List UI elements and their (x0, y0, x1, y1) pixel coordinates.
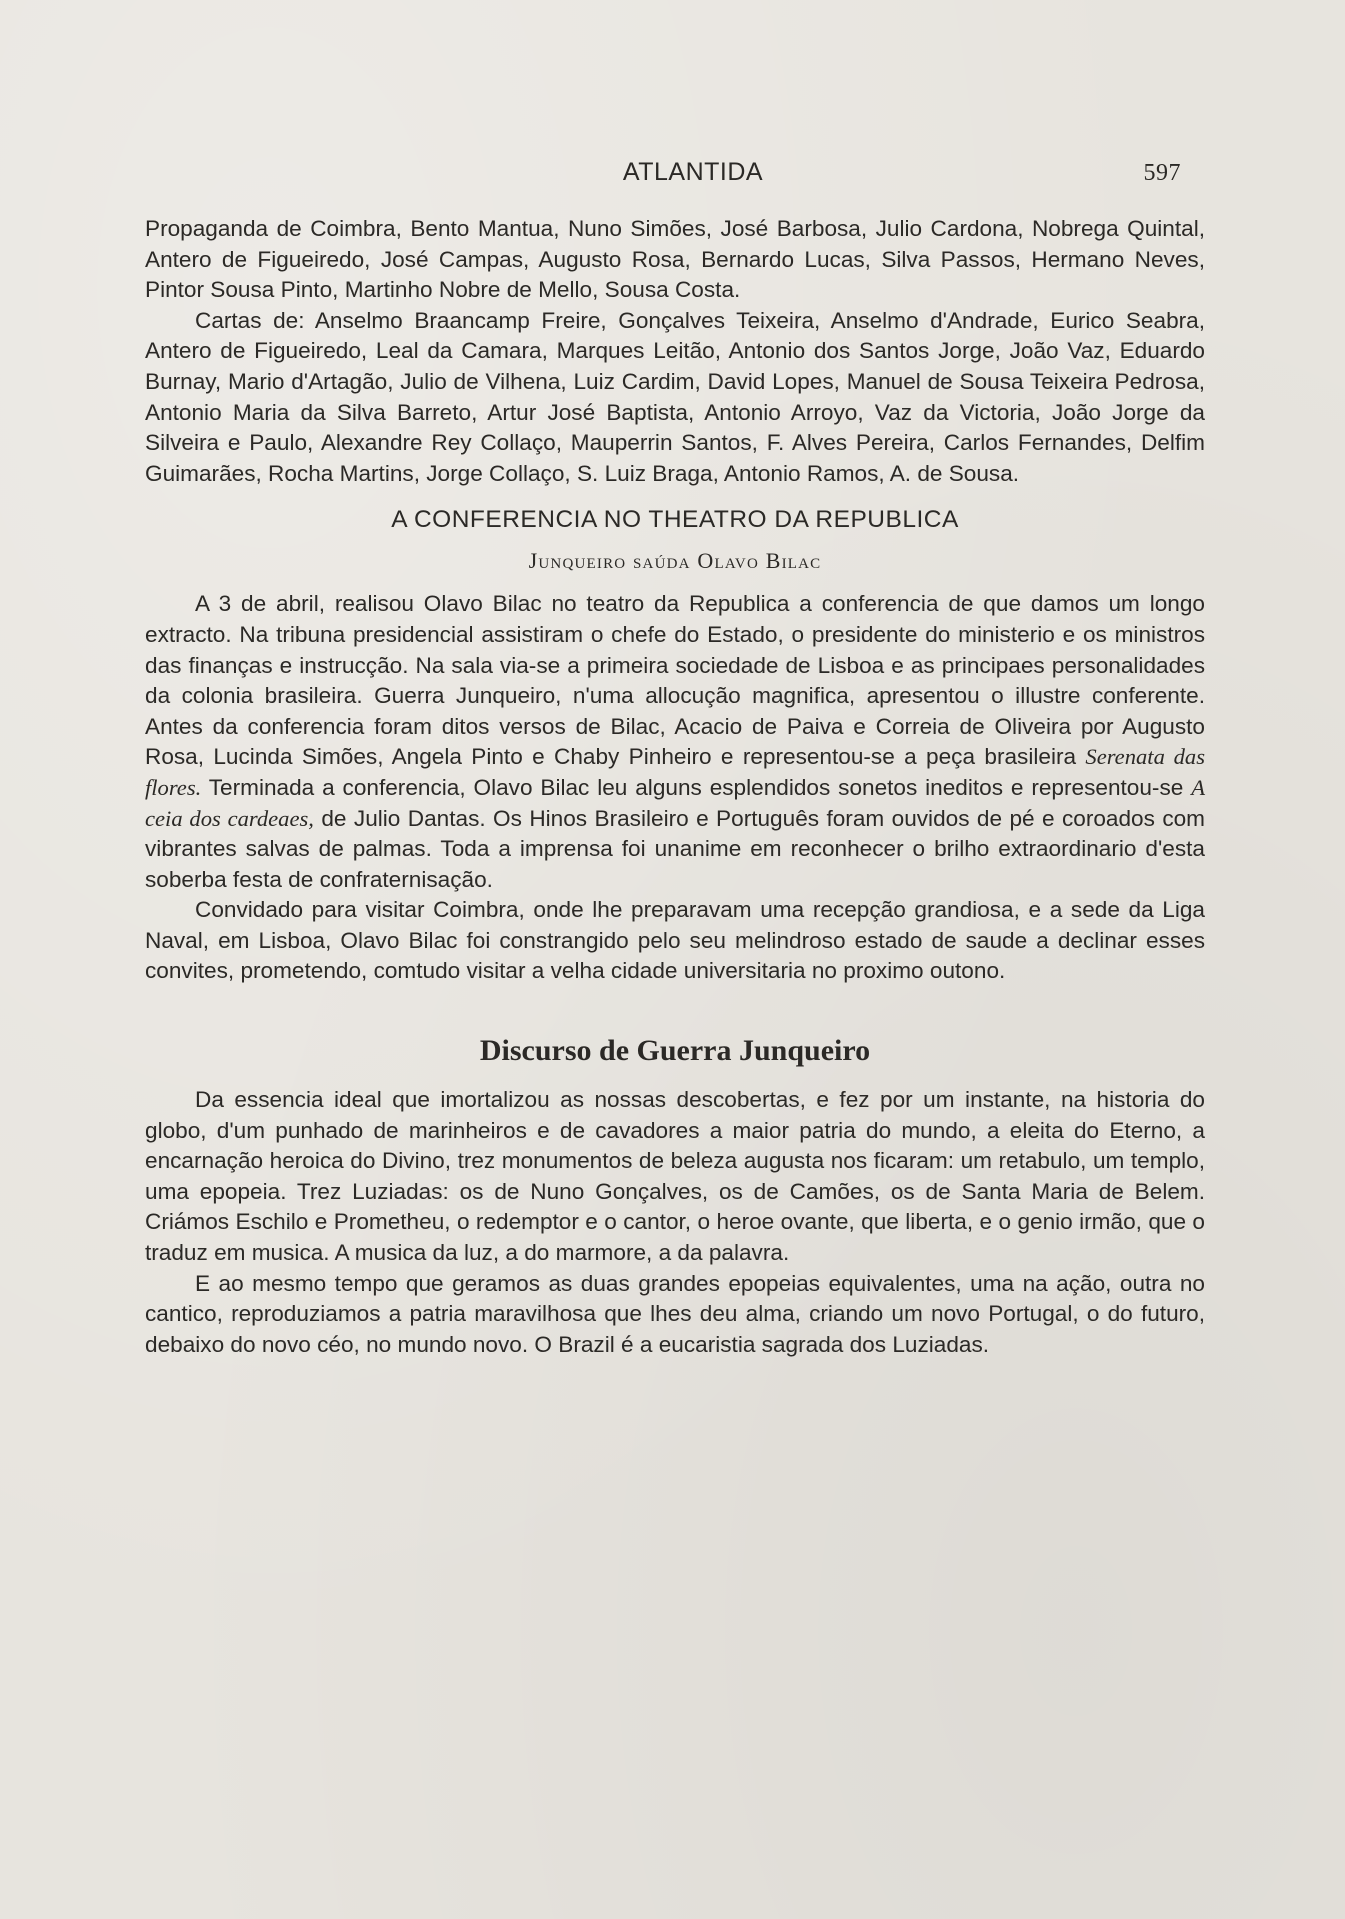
conference-subheading: Junqueiro saúda Olavo Bilac (528, 548, 822, 574)
conference-text-part-2: Terminada a conferencia, Olavo Bilac leu alguns esplendidos sonetos ineditos e representou-se (201, 774, 1192, 800)
running-title: ATLANTIDA (622, 158, 764, 186)
speech-heading: Discurso de Guerra Junqueiro (479, 1034, 871, 1068)
letters-paragraph: Cartas de: Anselmo Braancamp Freire, Gonçalves Teixeira, Anselmo d'Andrade, Eurico Seabra, Antero de Figueiredo, Leal da Camara, Marques Leitão, Antonio dos Santos Jorge, João Vaz, Eduardo Burnay, Mario d'Artagão, Julio de Vilhena, Luiz Cardim, David Lopes, Manuel de Sousa Teixeira Pedrosa, Antonio Maria da Silva Barreto, Artur José Baptista, Antonio Arroyo, Vaz da Victoria, João Jorge da Silveira e Paulo, Alexandre Rey Collaço, Mauperrin Santos, F. Alves Pereira, Carlos Fernandes, Delfim Guimarães, Rocha Martins, Jorge Collaço, S. Luiz Braga, Antonio Ramos, A. de Sousa. (145, 307, 1205, 486)
speech-paragraph-1: Da essencia ideal que imortalizou as nossas descobertas, e fez por um instante, na historia do globo, d'um punhado de marinheiros e de cavadores a maior patria do mundo, a eleita do Eterno, a encarnação heroica do Divino, trez monumentos de beleza augusta nos ficaram: um retabulo, um templo, uma epopeia. Trez Luziadas: os de Nuno Gonçalves, os de Camões, os de Santa Maria de Belem. Criámos Eschilo e Prometheu, o redemptor e o cantor, o heroe ovante, que liberta, e o genio irmão, que o traduz em musica. A musica da luz, a do marmore, a da palavra. (145, 1087, 1205, 1266)
conference-text-part-1: A 3 de abril, realisou Olavo Bilac no teatro da Republica a conferencia de que damos um longo extracto. Na tribuna presidencial assistiram o chefe do Estado, o presidente do ministerio e os ministros das finanças e instrucção. Na sala via-se a primeira sociedade de Lisboa e as principaes personalidades da colonia brasileira. Guerra Junqueiro, n'uma allocução magnifica, apresentou o illustre conferente. Antes da conferencia foram ditos versos de Bilac, Acacio de Paiva e Correia de Oliveira por Augusto Rosa, Lucinda Simões, Angela Pinto e Chaby Pinheiro e representou-se a peça brasileira (145, 591, 1205, 770)
page-number: 597 (1143, 160, 1181, 186)
play-title-ceia: A ceia dos cardeaes, (145, 774, 1205, 831)
conference-paragraph (145, 589, 1205, 895)
conference-text-part-3: de Julio Dantas. Os Hinos Brasileiro e Português foram ouvidos de pé e coroados com vibrantes salvas de palmas. Toda a imprensa foi unanime em reconhecer o brilho extraordinario d'esta soberba festa de confraternisação. (145, 805, 1205, 892)
conference-heading: A CONFERENCIA NO THEATRO DA REPUBLICA (391, 506, 959, 534)
play-title-serenata: Serenata das flores. (145, 744, 1205, 800)
running-header (145, 150, 1205, 194)
invitation-paragraph: Convidado para visitar Coimbra, onde lhe preparavam uma recepção grandiosa, e a sede da Liga Naval, em Lisboa, Olavo Bilac foi constrangido pelo seu melindroso estado de saude a declinar esses convites, prometendo, comtudo visitar a velha cidade universitaria no proximo outono. (145, 897, 1205, 984)
speech-paragraph-2: E ao mesmo tempo que geramos as duas grandes epopeias equivalentes, uma na ação, outra no cantico, reproduziamos a patria maravilhosa que lhes deu alma, criando um novo Portugal, o do futuro, debaixo do novo céo, no mundo novo. O Brazil é a eucaristia sagrada dos Luziadas. (145, 1270, 1205, 1357)
acknowledgements-paragraph: Propaganda de Coimbra, Bento Mantua, Nuno Simões, José Barbosa, Julio Cardona, Nobrega Quintal, Antero de Figueiredo, José Campas, Augusto Rosa, Bernardo Lucas, Silva Passos, Hermano Neves, Pintor Sousa Pinto, Martinho Nobre de Mello, Sousa Costa. (145, 216, 1205, 303)
text-column (145, 150, 1205, 1360)
